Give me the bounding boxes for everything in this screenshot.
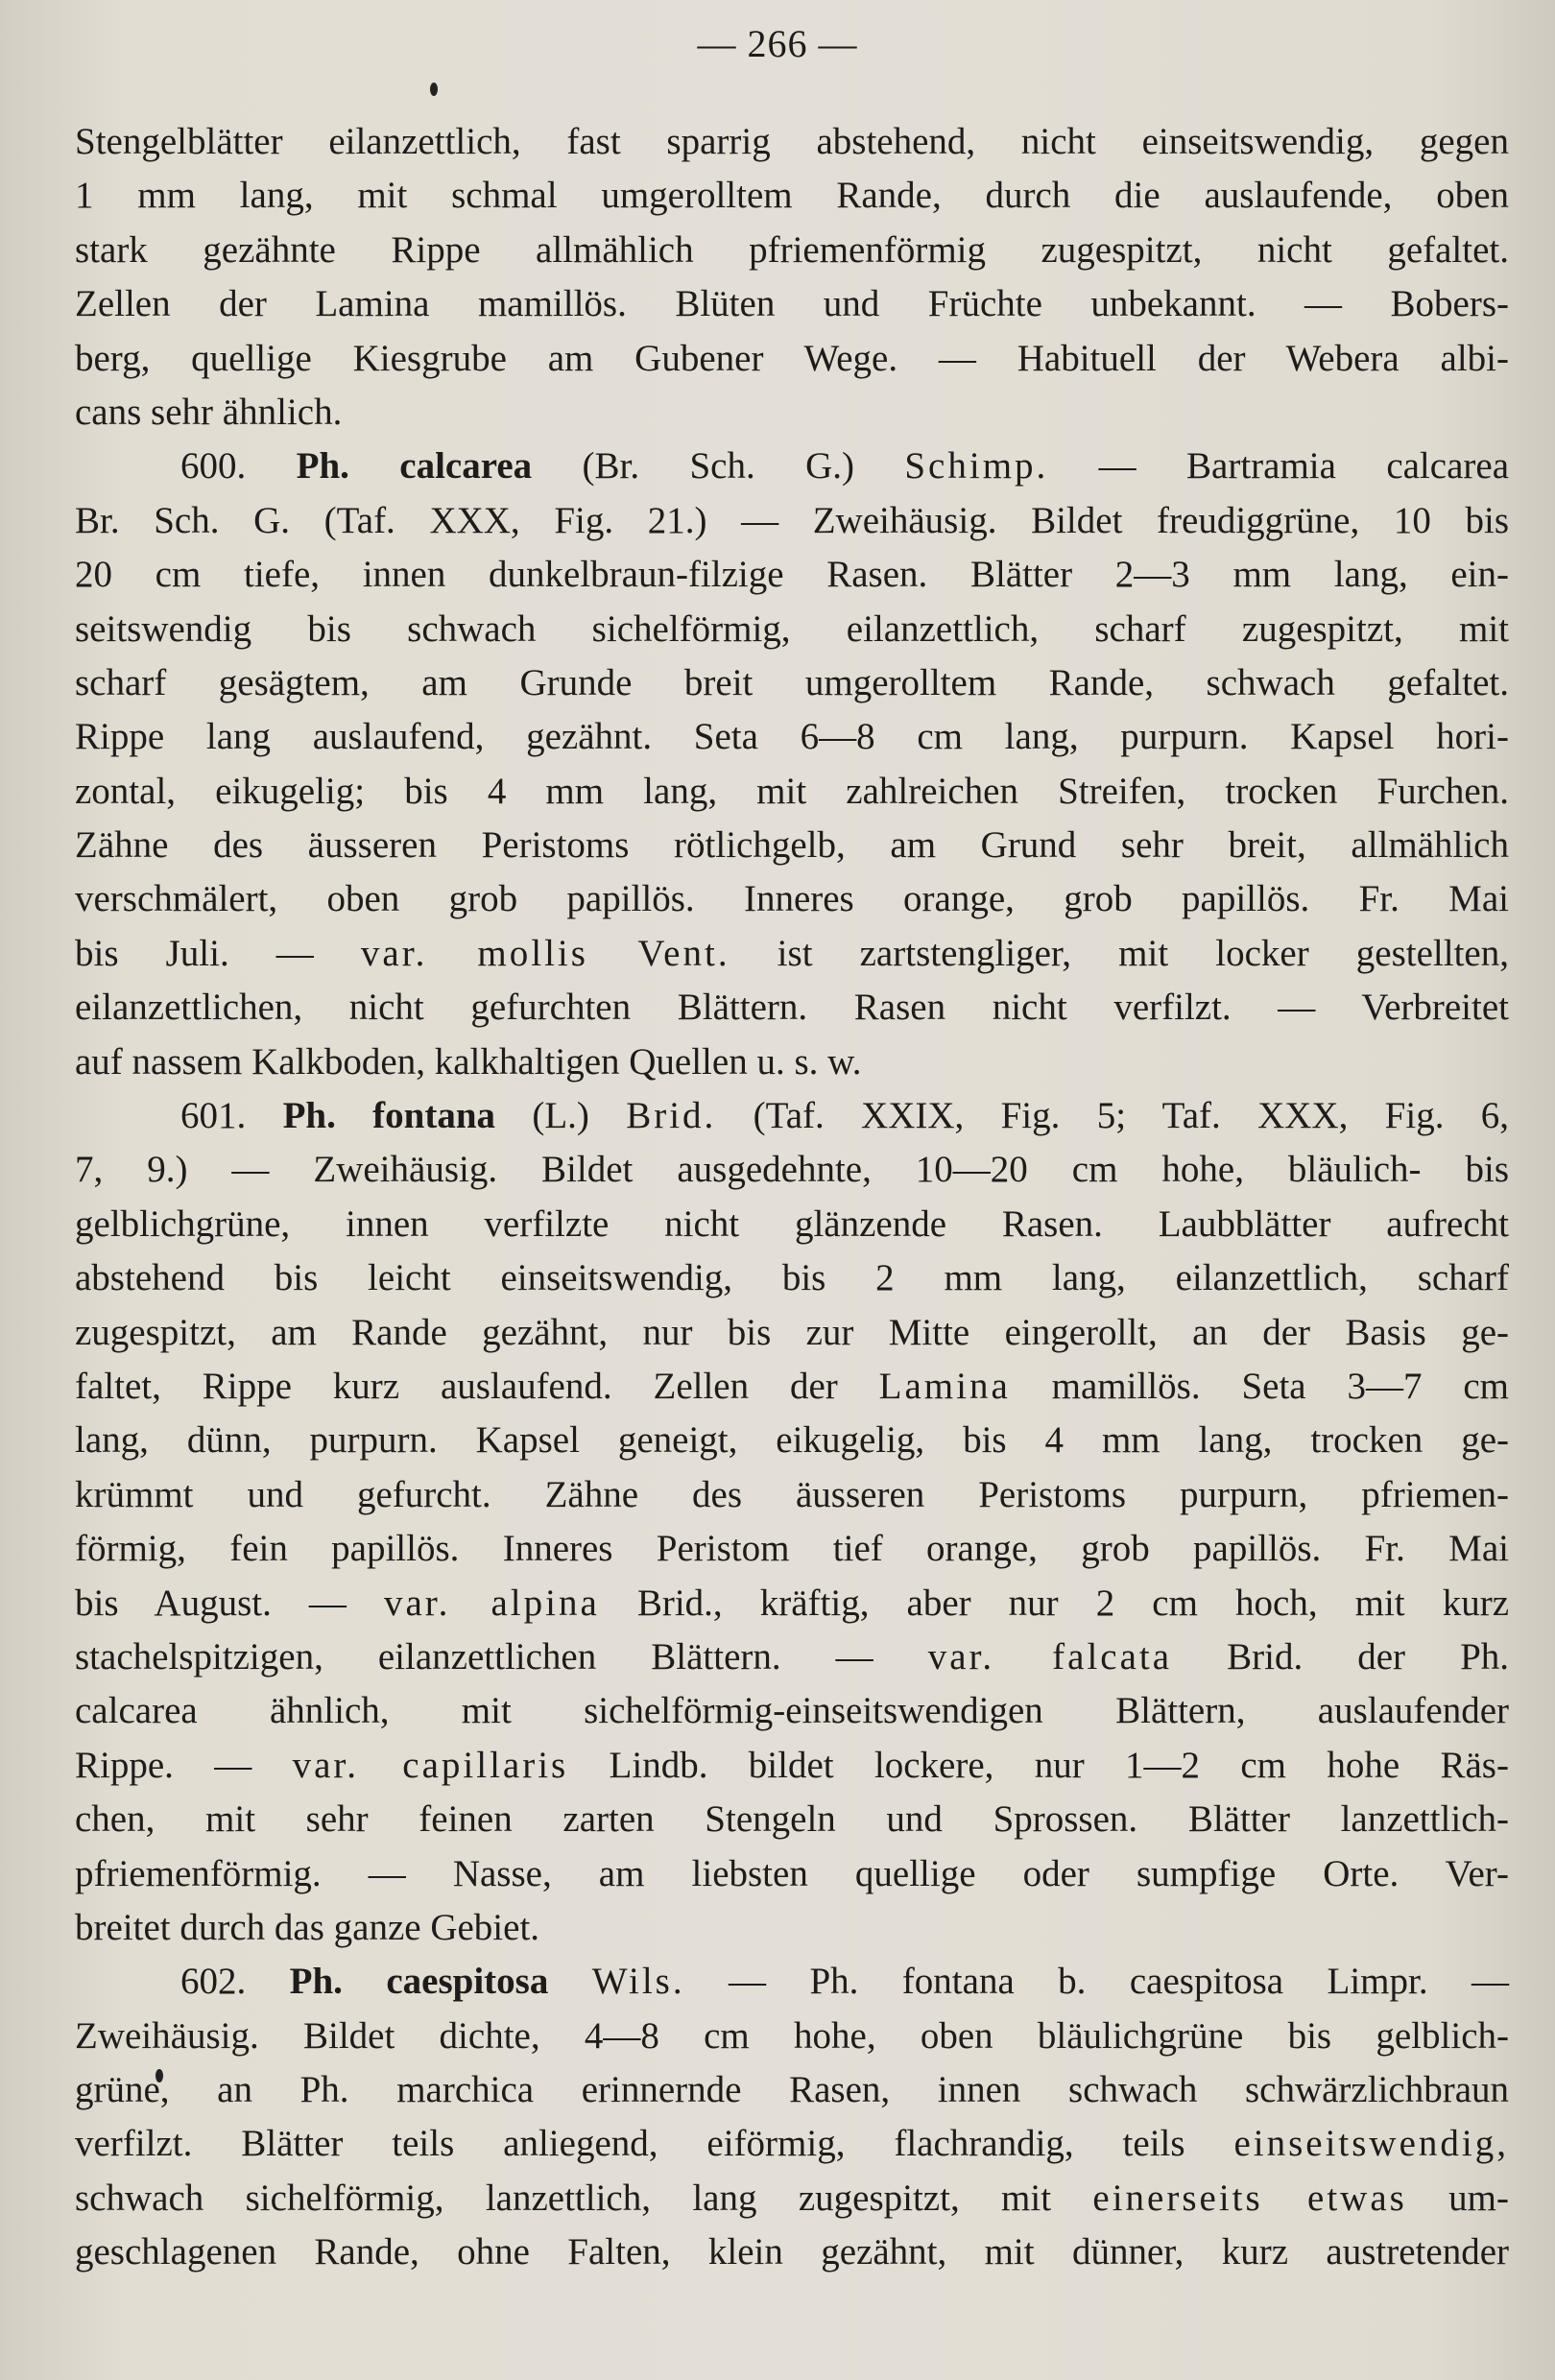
text-line xyxy=(75,115,1509,169)
text-line xyxy=(75,332,1509,386)
text-run: um- xyxy=(1406,2177,1509,2219)
spaced-text: var. alpina xyxy=(384,1582,600,1624)
species-name: Ph. calcarea xyxy=(296,445,533,488)
text-run: Zweihäusig. Bildet dichte, 4—8 cm hohe, oben bläulichgrüne bis gelblich- xyxy=(75,2014,1509,2057)
text-line xyxy=(75,1360,1509,1414)
text-run: eilanzettlichen, nicht gefurchten Blättern. Rasen nicht verfilzt. — Verbreitet xyxy=(75,987,1509,1029)
text-line xyxy=(75,1684,1509,1738)
text-run: faltet, Rippe kurz auslaufend. Zellen der xyxy=(75,1365,879,1407)
text-run: 601. xyxy=(180,1095,283,1137)
spaced-text: Brid. xyxy=(626,1095,717,1137)
text-run: (L.) xyxy=(495,1095,627,1137)
text-run: Rippe. — xyxy=(75,1744,293,1786)
text-line xyxy=(75,927,1509,981)
spaced-text: Lamina xyxy=(878,1365,1011,1407)
text-line xyxy=(75,981,1509,1035)
text-run: — Ph. fontana b. caespitosa Limpr. — xyxy=(684,1961,1510,2003)
text-line xyxy=(75,872,1509,926)
text-run: 1 mm lang, mit schmal umgerolltem Rande, durch die auslaufende, oben xyxy=(75,175,1509,217)
spaced-text: Schimp. xyxy=(904,445,1049,488)
text-run: grüne, an Ph. marchica erinnernde Rasen, innen schwach schwärzlichbraun xyxy=(75,2069,1509,2111)
text-run: auf nassem Kalkboden, kalkhaltigen Quellen u. s. w. xyxy=(75,1040,862,1083)
species-name: Ph. fontana xyxy=(282,1095,496,1137)
ink-speck xyxy=(430,83,438,96)
spaced-text: einseitswendig, xyxy=(1233,2123,1509,2165)
text-run: calcarea ähnlich, mit sichelförmig-einseitswendigen Blättern, auslaufender xyxy=(75,1690,1509,1732)
text-line xyxy=(75,224,1509,277)
spaced-text: var. mollis Vent. xyxy=(360,932,730,974)
page-number: — 266 — xyxy=(697,22,858,65)
text-run: scharf gesägtem, am Grunde breit umgerolltem Rande, schwach gefaltet. xyxy=(75,661,1509,703)
text-run: zontal, eikugelig; bis 4 mm lang, mit zahlreichen Streifen, trocken Furchen. xyxy=(75,770,1509,812)
text-run: Zellen der Lamina mamillös. Blüten und Früchte unbekannt. — Bobers- xyxy=(75,283,1509,325)
text-run: pfriemenförmig. — Nasse, am liebsten quellige oder sumpfige Orte. Ver- xyxy=(75,1852,1509,1894)
text-line xyxy=(75,656,1509,710)
text-line xyxy=(75,1089,1509,1143)
text-line xyxy=(75,1251,1509,1305)
text-run: lang, dünn, purpurn. Kapsel geneigt, eikugelig, bis 4 mm lang, trocken ge- xyxy=(75,1419,1509,1462)
text-line xyxy=(75,1414,1509,1467)
text-run: Stengelblätter eilanzettlich, fast sparrig abstehend, nicht einseitswendig, gegen xyxy=(75,121,1509,162)
text-run: 600. xyxy=(180,445,297,488)
text-run: ist zartstengliger, mit locker gestellten, xyxy=(730,932,1509,974)
text-run: Rippe lang auslaufend, gezähnt. Seta 6—8 cm lang, purpurn. Kapsel hori- xyxy=(75,716,1509,758)
text-run: Br. Sch. G. (Taf. XXX, Fig. 21.) — Zweihäusig. Bildet freudiggrüne, 10 bis xyxy=(75,499,1509,541)
text-run: cans sehr ähnlich. xyxy=(75,391,343,433)
text-run: verschmälert, oben grob papillös. Inneres orange, grob papillös. Fr. Mai xyxy=(75,878,1509,920)
text-run: krümmt und gefurcht. Zähne des äusseren Peristoms purpurn, pfriemen- xyxy=(75,1473,1509,1515)
text-run: 20 cm tiefe, innen dunkelbraun-filzige Rasen. Blätter 2—3 mm lang, ein- xyxy=(75,554,1509,596)
spaced-text: Wils. xyxy=(591,1961,685,2003)
text-run: stark gezähnte Rippe allmählich pfriemenförmig zugespitzt, nicht gefaltet. xyxy=(75,228,1509,271)
text-run: Zähne des äusseren Peristoms rötlichgelb, am Grund sehr breit, allmählich xyxy=(75,824,1509,867)
text-line xyxy=(75,2225,1509,2279)
text-run: förmig, fein papillös. Inneres Peristom tief orange, grob papillös. Fr. Mai xyxy=(75,1528,1509,1570)
text-line xyxy=(75,1306,1509,1360)
text-line xyxy=(75,1577,1509,1630)
text-run: bis Juli. — xyxy=(75,932,361,974)
text-run: (Taf. XXIX, Fig. 5; Taf. XXX, Fig. 6, xyxy=(716,1095,1510,1137)
text-line xyxy=(75,1847,1509,1901)
text-run: breitet durch das ganze Gebiet. xyxy=(75,1906,540,1948)
text-line xyxy=(75,1035,1509,1089)
text-line xyxy=(75,2172,1509,2225)
text-line xyxy=(75,1955,1509,2009)
text-line xyxy=(75,765,1509,819)
text-run: mamillös. Seta 3—7 cm xyxy=(1010,1365,1509,1407)
text-line xyxy=(75,2010,1509,2063)
text-line xyxy=(75,1143,1509,1197)
text-line xyxy=(75,819,1509,872)
text-run: stachelspitzigen, eilanzettlichen Blättern. — xyxy=(75,1635,928,1678)
text-run: 7, 9.) — Zweihäusig. Bildet ausgedehnte, 10—20 cm hohe, bläulich- bis xyxy=(75,1149,1509,1191)
text-line xyxy=(75,2117,1509,2171)
text-run: Brid. der Ph. xyxy=(1172,1635,1510,1678)
text-run: geschlagenen Rande, ohne Falten, klein gezähnt, mit dünner, kurz austretender xyxy=(75,2231,1509,2273)
text-run: verfilzt. Blätter teils anliegend, eiförmig, flachrandig, teils xyxy=(75,2123,1234,2165)
text-line xyxy=(75,1793,1509,1846)
text-run: — Bartramia calcarea xyxy=(1048,445,1509,488)
spaced-text: var. falcata xyxy=(927,1635,1173,1678)
text-line xyxy=(75,1522,1509,1576)
text-line xyxy=(75,2063,1509,2117)
text-run: Lindb. bildet lockere, nur 1—2 cm hohe Räs- xyxy=(568,1744,1509,1786)
text-run: (Br. Sch. G.) xyxy=(532,445,905,488)
text-line xyxy=(75,548,1509,602)
text-line xyxy=(75,386,1509,440)
text-line xyxy=(75,169,1509,223)
text-run xyxy=(548,1961,591,2002)
page-body-text xyxy=(75,115,1509,2280)
text-run: zugespitzt, am Rande gezähnt, nur bis zur Mitte eingerollt, an der Basis ge- xyxy=(75,1311,1509,1353)
text-line xyxy=(75,1468,1509,1522)
text-line xyxy=(75,1198,1509,1251)
text-line xyxy=(75,1630,1509,1684)
text-line xyxy=(75,1901,1509,1955)
text-run: gelblichgrüne, innen verfilzte nicht glänzende Rasen. Laubblätter aufrecht xyxy=(75,1202,1509,1245)
text-line xyxy=(75,603,1509,656)
spaced-text: var. capillaris xyxy=(292,1744,569,1786)
text-line xyxy=(75,440,1509,493)
text-line xyxy=(75,1739,1509,1793)
text-run: bis August. — xyxy=(75,1582,384,1624)
text-run: Brid., kräftig, aber nur 2 cm hoch, mit kurz xyxy=(599,1582,1510,1624)
text-run: 602. xyxy=(180,1961,290,2003)
text-line xyxy=(75,494,1509,548)
text-run: seitswendig bis schwach sichelförmig, eilanzettlich, scharf zugespitzt, mit xyxy=(75,607,1509,650)
text-line xyxy=(75,277,1509,331)
species-name: Ph. caespitosa xyxy=(289,1961,549,2003)
text-run: schwach sichelförmig, lanzettlich, lang zugespitzt, mit xyxy=(75,2177,1093,2219)
spaced-text: einerseits etwas xyxy=(1092,2177,1407,2219)
text-run: berg, quellige Kiesgrube am Gubener Wege. — Habituell der Webera albi- xyxy=(75,337,1509,379)
text-run: abstehend bis leicht einseitswendig, bis 2 mm lang, eilanzettlich, scharf xyxy=(75,1257,1509,1299)
text-line xyxy=(75,710,1509,764)
text-run: chen, mit sehr feinen zarten Stengeln und Sprossen. Blätter lanzettlich- xyxy=(75,1798,1509,1841)
